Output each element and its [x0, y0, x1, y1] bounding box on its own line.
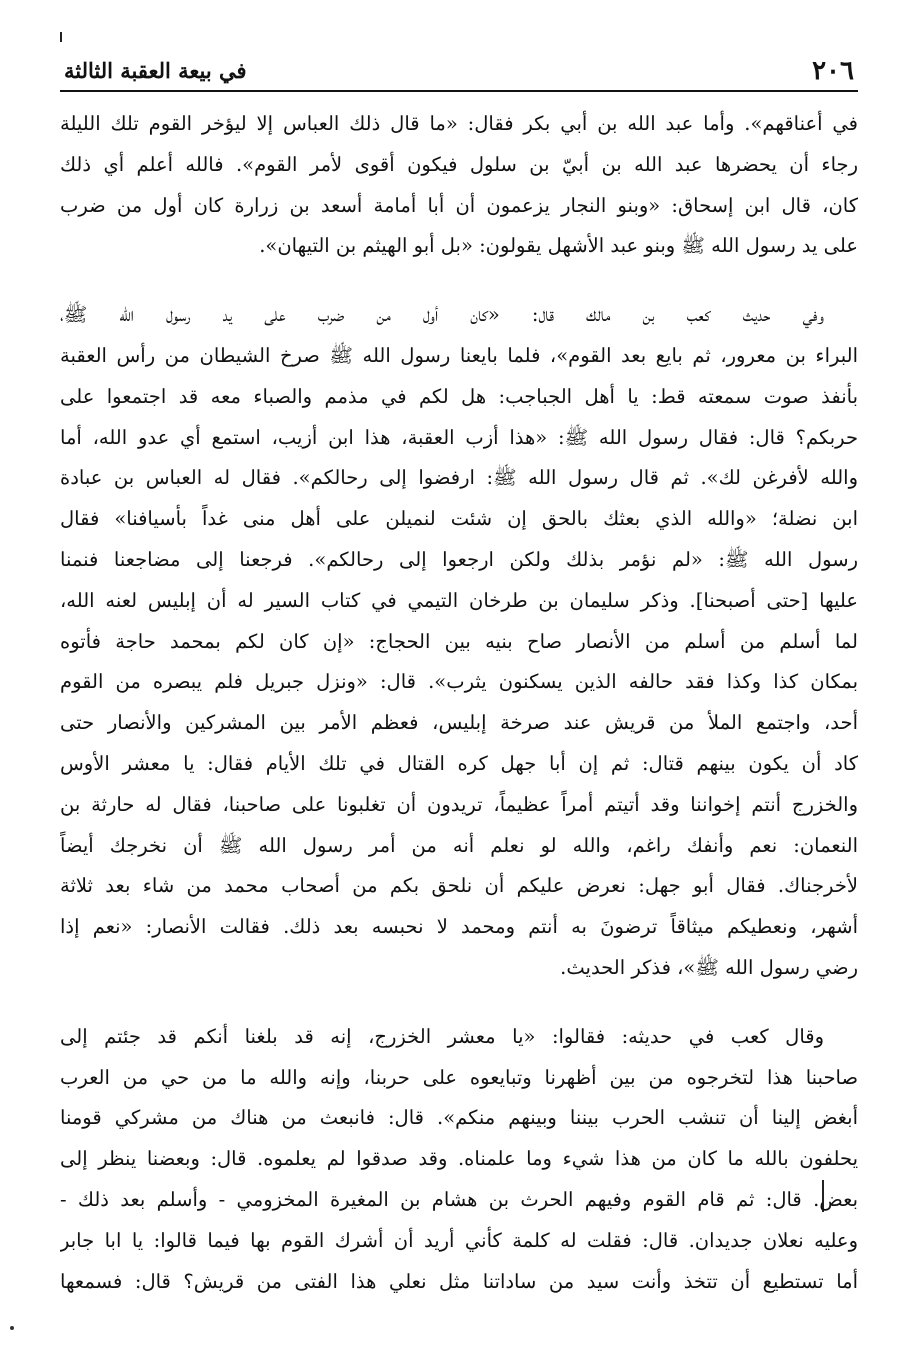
running-header — [60, 52, 858, 92]
text-line: رسول الله ﷺ: «لم نؤمر بذلك ولكن ارجعوا إلى رحالكم». فرجعنا إلى مضاجعنا فنمنا — [60, 547, 858, 571]
text-line: وعليه نعلان جديدان. قال: فقلت له كلمة كأني أريد أن أشرك القوم بها فيما قالوا: يا ابا جابر — [60, 1228, 858, 1252]
text-line: لما أسلم من أسلم من الأنصار صاح بنيه بين الحجاج: «إن كان لكم بمحمد حاجة فأتوه — [60, 629, 858, 653]
text-line: والخزرج أنتم إخواننا وقد أتيتم أمراً عظيماً، تريدون أن تغلبونا على صاحبنا، فقال له حارثة بن — [60, 792, 858, 816]
text-line: كان، قال ابن إسحاق: «وبنو النجار يزعمون أن أبا أمامة أسعد بن زرارة كان أول من ضرب — [60, 193, 858, 217]
text-line: ابن نضلة؛ «والله الذي بعثك بالحق إن شئت لنميلن على أهل منى غداً بأسيافنا» فقال — [60, 507, 858, 531]
text-line: صاحبنا هذا لتخرجوه من بين أظهرنا وتبايعوه على حربنا، وإنه والله ما من حي من العرب — [60, 1065, 858, 1089]
text-line: أما تستطيع أن تتخذ وأنت سيد من ساداتنا مثل نعلي هذا الفتى من قريش؟ قال: فسمعها — [60, 1269, 858, 1293]
text-line: رضي رسول الله ﷺ»، فذكر الحديث. — [560, 955, 858, 979]
paragraph — [60, 104, 858, 267]
text-line: بأنفذ صوت سمعته قط: يا أهل الجباجب: هل لكم في مذمم والصباء معه قد اجتمعوا على — [60, 384, 858, 408]
text-line: أشهر، ونعطيكم ميثاقاً ترضونَ به أنتم ومحمد لا نحبسه بعد ذلك. فقالت الأنصار: «نعم إذا — [60, 915, 858, 939]
book-page — [60, 52, 858, 1352]
text-line: والله لأفرغن لك». ثم قال رسول الله ﷺ: ارفضوا إلى رحالكم». فقال له العباس بن عبادة — [60, 466, 858, 490]
text-line: عليها [حتى أصبحنا]. وذكر سليمان بن طرخان التيمي في كتاب السير له أن إبليس لعنه الله، — [60, 588, 858, 612]
paragraph — [60, 295, 858, 989]
text-line: في أعناقهم». وأما عبد الله بن أبي بكر فقال: «ما قال ذلك العباس إلا ليؤخر القوم تلك الليلة — [60, 112, 858, 135]
text-line: رجاء أن يحضرها عبد الله بن أبيّ بن سلول فيكون أقوى لأمر القوم». فالله أعلم أي ذلك — [60, 152, 858, 176]
text-line: النعمان: نعم وأنفك راغم، والله لو نعلم أنه من أمر رسول الله ﷺ أن نخرجك أيضاً — [60, 833, 858, 857]
text-line: وقال كعب في حديثه: فقالوا: «يا معشر الخزرج، إنه قد بلغنا أنكم قد جئتم إلى — [60, 1024, 824, 1048]
chapter-title: في بيعة العقبة الثالثة — [64, 58, 247, 83]
text-line: وفي حديث كعب بن مالك قال: «كان أول من ضرب على يد رسول الله ﷺ، — [60, 303, 824, 327]
text-line: بمكان كذا وكذا فقد حالفه الذين يسكنون يثرب». قال: «ونزل جبريل فلم يبصره من القوم — [60, 670, 858, 694]
text-line: بعض. قال: ثم قام القوم وفيهم الحرث بن هشام بن المغيرة المخزومي - وأسلم بعد ذلك - — [60, 1187, 858, 1211]
text-line: على يد رسول الله ﷺ وبنو عبد الأشهل يقولون: «بل أبو الهيثم بن التيهان». — [259, 234, 858, 258]
margin-tick-mark — [60, 32, 62, 42]
paragraph — [60, 1017, 858, 1303]
margin-dot-mark — [10, 1326, 14, 1330]
text-line: كاد أن يكون بينهم قتال: ثم إن أبا جهل كره القتال في تلك الأيام فقال: يا معشر الأوس — [60, 751, 858, 775]
text-line: البراء بن معرور، ثم بايع بعد القوم»، فلما بايعنا رسول الله ﷺ صرخ الشيطان من رأس العقبة — [60, 343, 858, 367]
text-line: يحلفون بالله ما كان من هذا شيء وما علمناه. وقد صدقوا لم يعلموه. قال: وبعضنا ينظر إلى — [60, 1147, 858, 1171]
page-number: ٢٠٦ — [812, 56, 854, 86]
text-line: أحد، واجتمع الملأ من قريش عند صرخة إبليس، فعظم الأمر بين المشركين والأنصار حتى — [60, 711, 858, 735]
page-body — [60, 104, 858, 1302]
text-line: لأخرجناك. فقال أبو جهل: نعرض عليكم أن نلحق بكم من أصحاب محمد من شاء بعد ثلاثة — [60, 874, 858, 898]
text-line: أبغض إلينا أن تنشب الحرب بيننا وبينهم منكم». قال: فانبعث من هناك من مشركي قومنا — [60, 1106, 858, 1130]
text-line: حربكم؟ قال: فقال رسول الله ﷺ: «هذا أزب العقبة، هذا ابن أزيب، استمع أي عدو الله، أما — [60, 425, 858, 449]
